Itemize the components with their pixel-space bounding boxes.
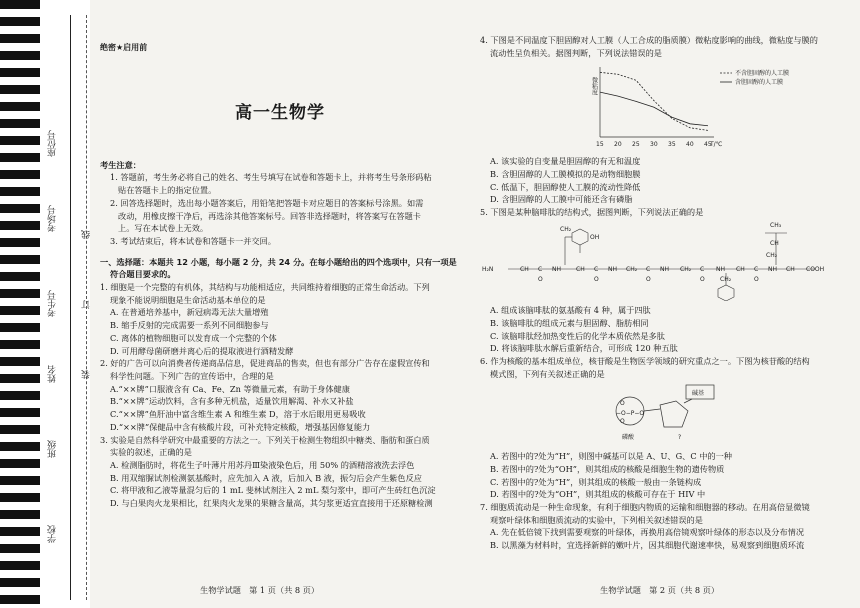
q3-stem: 3. 实验是自然科学研究中最重要的方法之一。下列关于检测生物组织中糖类、脂肪和蛋白质	[100, 434, 430, 445]
label-class: 班级	[48, 440, 58, 458]
q6-option-a: A. 若图中的?处为“H”，则图中碱基可以是 A、U、G、C 中的一种	[490, 451, 732, 462]
note-line: 上。写在本试卷上无效。	[118, 223, 209, 234]
section-heading: 符合题目要求的。	[110, 269, 176, 280]
question-3	[100, 434, 460, 510]
label-seat-number: 座位号	[48, 130, 58, 157]
q3-option-c: C. 将甲液和乙液等量混匀后的 1 mL 斐林试剂注入 2 mL 梨匀浆中，即可产生砖红色沉淀	[110, 485, 436, 496]
note-line: 改动，用橡皮擦干净后，再选涂其他答案标号。回答非选择题时，将答案写在答题卡	[118, 210, 421, 221]
svg-text:C: C	[700, 265, 705, 273]
right-column	[480, 34, 850, 552]
svg-text:CH₂: CH₂	[560, 225, 572, 233]
label-name: 姓名	[48, 365, 58, 383]
x-tick-label: 30	[650, 141, 658, 149]
question-5	[480, 206, 850, 355]
svg-text:CH₂: CH₂	[680, 265, 692, 273]
note-line: 3. 考试结束后，将本试卷和答题卡一并交回。	[110, 235, 276, 246]
x-tick-label: 25	[632, 141, 640, 149]
q5-option-c: C. 该脑啡肽经加热变性后的化学本质依然是多肽	[490, 330, 665, 341]
series-line-2	[600, 93, 708, 127]
legend-entry: 含胆固醇的人工膜	[735, 79, 784, 87]
svg-text:O: O	[700, 275, 705, 283]
q1-option-c: C. 离体的植物细胞可以发育成一个完整的个体	[110, 332, 277, 343]
svg-text:CH₂: CH₂	[720, 275, 732, 283]
enkephalin-structure	[480, 219, 850, 301]
svg-text:O: O	[754, 275, 759, 283]
q7-option-b: B. 以黑藻为材料时，宜选择新鲜的嫩叶片，因其细胞代谢速率快，易观察到细胞质环流	[490, 540, 805, 551]
x-tick-label: 20	[614, 141, 622, 149]
svg-text:CH: CH	[520, 265, 529, 273]
svg-text:NH: NH	[716, 265, 725, 273]
svg-text:C: C	[754, 265, 759, 273]
cut-word-pack: 装	[82, 370, 92, 379]
svg-text:C: C	[538, 265, 543, 273]
footer-page-2: 生物学试题 第 2 页（共 8 页）	[600, 585, 720, 595]
q6-option-c: C. 若图中的?处为“H”，则其组成的核酸一般由一条链构成	[490, 476, 702, 487]
svg-text:H₂N: H₂N	[482, 265, 494, 273]
q1-stem: 1. 细胞是一个完整的有机体，其结构与功能相适应，共同维持着细胞的正常生命活动。下列	[100, 282, 430, 293]
question-4	[480, 34, 850, 206]
y-axis-label: 微粘度	[590, 77, 598, 96]
q1-option-d: D. 可用酵母菌研磨并离心后的提取液进行酒精发酵	[110, 345, 294, 356]
section-heading: 一、选择题：本题共 12 小题，每小题 2 分，共 24 分。在每小题给出的四个选项中，只有一项是	[100, 256, 457, 267]
q7-option-a: A. 先在低倍镜下找到需要观察的叶绿体，再换用高倍镜观察叶绿体的形态以及分布情况	[490, 527, 805, 538]
svg-text:NH: NH	[552, 265, 561, 273]
q3-option-d: D. 与白果肉火龙果相比，红果肉火龙果的果糖含量高，其匀浆更适宜直接用于还原糖检测	[110, 498, 433, 509]
binding-strip	[0, 0, 90, 608]
q1-option-a: A. 在普通培养基中，新冠病毒无法大量增殖	[110, 307, 269, 318]
q2-option-c: C.“××牌”鱼肝油中富含维生素 A 和维生素 D，溶于水后眼用更易吸收	[110, 409, 366, 420]
svg-text:C: C	[594, 265, 599, 273]
svg-text:CH₂: CH₂	[626, 265, 638, 273]
barcode-stripes	[0, 0, 40, 608]
x-tick-label: 35	[668, 141, 676, 149]
q7-stem: 观察叶绿体和细胞质流动的实验中，下列相关叙述错误的是	[490, 514, 703, 525]
footer-page-1: 生物学试题 第 1 页（共 8 页）	[200, 585, 320, 595]
question-6	[480, 355, 850, 501]
svg-text:O: O	[538, 275, 543, 283]
q2-stem: 2. 好的广告可以向消费者传递商品信息，促进商品的售卖，但也有部分广告存在虚假宣传和	[100, 358, 430, 369]
q6-stem: 模式图，下列有关叙述正确的是	[490, 368, 605, 379]
q2-option-d: D.“××牌”保健品中含有核酸片段，可补充特定核酸，增强基因修复能力	[110, 421, 371, 432]
q5-option-b: B. 该脑啡肽的组成元素与胆固醇、脂肪相同	[490, 318, 649, 329]
label-exam-room: 考场号	[48, 205, 58, 232]
note-line: 1. 答题前，考生务必将自己的姓名、考生号填写在试卷和答题卡上，并将考生号条形码粘	[110, 172, 432, 183]
cut-word-line: 线	[82, 230, 92, 239]
svg-text:CH₃: CH₃	[770, 221, 782, 229]
q4-option-c: C. 低温下，胆固醇使人工膜的流动性降低	[490, 181, 641, 192]
svg-text:NH: NH	[608, 265, 617, 273]
svg-text:CH: CH	[786, 265, 795, 273]
q3-option-b: B. 用双缩脲试剂检测氨基酸时，应先加入 A 液，后加入 B 液，振匀后会产生紫色反应	[110, 472, 422, 483]
svg-text:O: O	[646, 275, 651, 283]
q6-option-d: D. 若图中的?处为“OH”，则其组成的核酸可存在于 HIV 中	[490, 489, 706, 500]
question-mark-label: ?	[678, 433, 682, 441]
q5-option-a: A. 组成该脑啡肽的氨基酸有 4 种，属于四肽	[490, 305, 651, 316]
cut-word-bind: 订	[82, 300, 92, 309]
svg-text:CH: CH	[736, 265, 745, 273]
svg-text:CH₂: CH₂	[766, 251, 778, 259]
viscosity-chart	[480, 59, 850, 151]
svg-text:O: O	[594, 275, 599, 283]
svg-text:C: C	[646, 265, 651, 273]
q2-stem: 科学性问题。下列广告的宣传语中，合理的是	[110, 370, 274, 381]
svg-text:O: O	[620, 399, 625, 407]
left-column	[100, 34, 460, 510]
q1-option-b: B. 缩手反射的完成需要一系列不同细胞参与	[110, 320, 269, 331]
phosphate-label: 磷酸	[622, 433, 635, 441]
q4-option-a: A. 该实验的自变量是胆固醇的有无和温度	[490, 156, 641, 167]
question-2	[100, 357, 460, 433]
note-line: 2. 回答选择题时，选出每小题答案后，用铅笔把答题卡对应题目的答案标号涂黑。如需	[110, 197, 424, 208]
q4-stem: 流动性呈负相关。据图判断，下列说法错误的是	[490, 47, 662, 58]
q4-option-b: B. 含胆固醇的人工膜模拟的是动物细胞膜	[490, 168, 641, 179]
svg-text:CH: CH	[576, 265, 585, 273]
exam-title: 高一生物学	[235, 103, 325, 124]
nucleotide-diagram	[480, 381, 850, 447]
question-7	[480, 501, 850, 552]
q1-stem: 现象不能说明细胞是生命活动基本单位的是	[110, 294, 266, 305]
note-line: 贴在答题卡上的指定位置。	[118, 185, 217, 196]
secret-mark: 绝密★启用前	[100, 43, 148, 52]
q4-option-d: D. 含胆固醇的人工膜中可能还含有磷脂	[490, 194, 633, 205]
q2-option-a: A.“××牌”口服液含有 Ca、Fe、Zn 等微量元素，有助于身体健康	[110, 383, 350, 394]
q6-option-b: B. 若图中的?处为“OH”，则其组成的核酸是细胞生物的遗传物质	[490, 463, 725, 474]
x-tick-label: 45	[704, 141, 712, 149]
q5-option-d: D. 将该脑啡肽水解后重新结合，可形成 120 种五肽	[490, 343, 678, 354]
q2-option-b: B.“××牌”运动饮料，含有多种无机盐，适量饮用解渴、补水又补盐	[110, 396, 354, 407]
q3-stem: 实验的叙述，正确的是	[110, 447, 192, 458]
svg-text:−O−P−O: −O−P−O	[616, 409, 645, 417]
svg-text:O: O	[620, 417, 625, 425]
binding-line	[70, 15, 71, 600]
q6-stem: 6. 作为核酸的基本组成单位，核苷酸是生物医学领域的研究重点之一。下图为核苷酸的结构	[480, 356, 810, 367]
svg-text:NH: NH	[768, 265, 777, 273]
svg-text:COOH: COOH	[806, 265, 825, 273]
q5-stem: 5. 下图是某种脑啡肽的结构式，据图判断，下列说法正确的是	[480, 206, 704, 217]
label-student-number: 考生号	[48, 290, 58, 317]
label-school: 学校	[48, 525, 58, 543]
q3-option-a: A. 检测脂肪时，将花生子叶薄片用苏丹Ⅲ染液染色后，用 50% 的酒精溶液洗去浮色	[110, 459, 415, 470]
svg-text:NH: NH	[660, 265, 669, 273]
svg-text:OH: OH	[590, 233, 600, 241]
question-1	[100, 281, 460, 357]
x-axis-label: T/℃	[710, 141, 723, 149]
x-tick-label: 15	[596, 141, 604, 149]
notes-heading: 考生注意：	[100, 159, 141, 170]
series-line-1	[600, 73, 708, 131]
legend-entry: 不含胆固醇的人工膜	[735, 70, 790, 78]
q7-stem: 7. 细胞质流动是一种生命现象，有利于细胞内物质的运输和细胞器的移动。在用高倍显微镜	[480, 502, 810, 513]
svg-text:CH: CH	[770, 239, 779, 247]
q4-stem: 4. 下图是不同温度下胆固醇对人工膜（人工合成的脂质膜）微粘度影响的曲线，微粘度与膜的	[480, 35, 818, 45]
base-label: 碱基	[692, 389, 705, 397]
x-tick-label: 40	[686, 141, 694, 149]
